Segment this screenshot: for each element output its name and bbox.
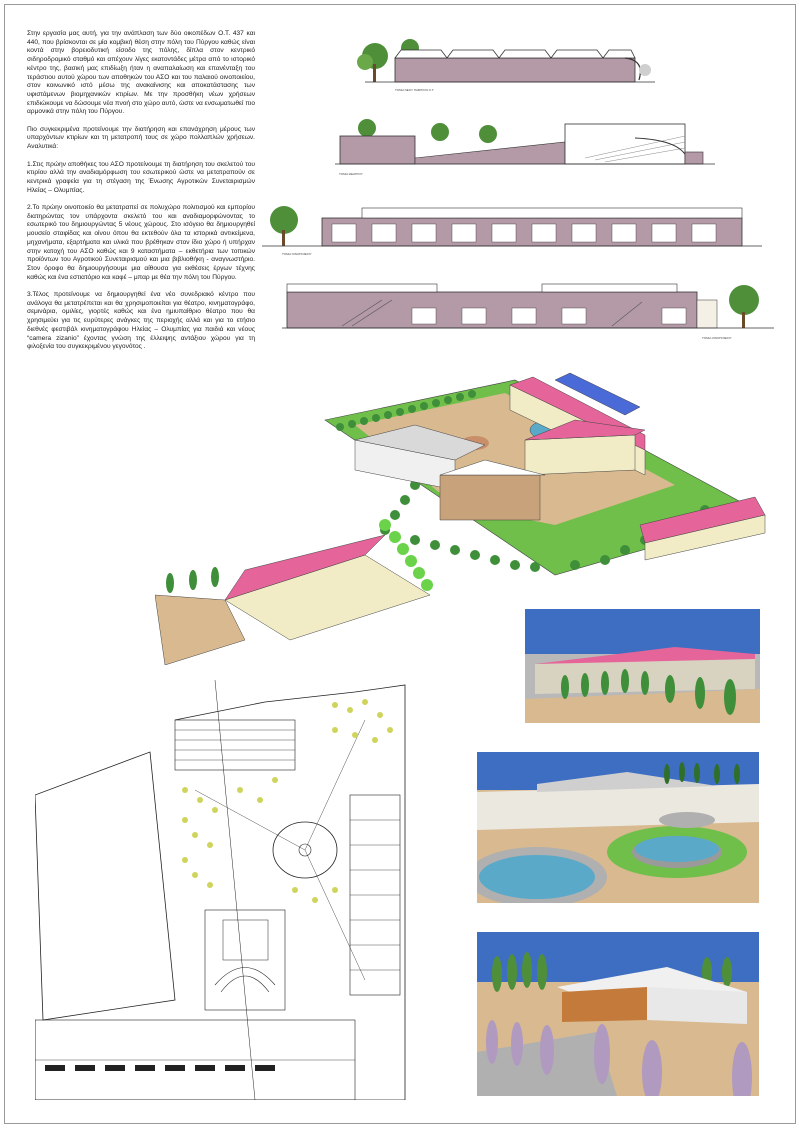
site-plan-drawing — [35, 680, 410, 1100]
svg-text:ΤΟΜΗ ΘΕΑΤΡΟΥ: ΤΟΜΗ ΘΕΑΤΡΟΥ — [339, 172, 363, 176]
svg-text:ΤΟΜΗ ΟΙΝΟΠΟΙΕΙΟΥ: ΤΟΜΗ ΟΙΝΟΠΟΙΕΙΟΥ — [702, 336, 732, 340]
render-view-3 — [477, 932, 759, 1096]
render-view-2 — [477, 752, 759, 903]
section-drawing-1 — [355, 36, 665, 98]
description-text — [27, 30, 255, 361]
section-drawing-4 — [282, 278, 774, 344]
intro-paragraph: Πιο συγκεκριμένα προτείνουμε την διατήρηση και επανάχρηση μέρους των υπαρχόντων κτιρίων και τη μετατροπή τους σε χώρο πολλαπλών χρήσεων. Αναλυτικά: — [27, 125, 255, 151]
section-drawing-3 — [262, 200, 762, 258]
section-drawing-2 — [335, 118, 715, 180]
intro-paragraph: Στην εργασία μας αυτή, για την ανάπλαση των δύο οικοπέδων Ο.Τ. 437 και 440, που βρίσκονται σε μία κομβική θέση στην πόλη του Πύργου καθώς είναι κοντά στην βορειοδυτική είσοδο της πόλης, δίπλα στον κεντρικό σιδηροδρομικό σταθμό και απέχουν λίγες εκατοντάδες μέτρα από το ιστορικό κέντρο της, βασική μας επιδίωξη ήταν η αναπαλαίωση και επανένταξη του τεράστιου αυτού χώρου των αποθηκών του ΑΣΟ και του παλαιού οινοποιείου, στον κοινωνικό ιστό μέσω της ανακαίνισης και αποκατάστασης των υφιστάμενων βιομηχανικών κτιρίων. Με την προσθήκη νέων χρήσεων επιδιώκουμε να δώσουμε νέα πνοή στο χώρο αυτό, ώστε να ενσωματωθεί πιο αρμονικά στην πόλη του Πύργου. — [27, 30, 255, 116]
point-2-paragraph: 2.Το πρώην οινοποιείο θα μετατραπεί σε πολυχώρο πολιτισμού και εμπορίου διατηρώντας τον υπάρχοντα σκελετό του και αναδιαμορφώνοντας το εσωτερικό του δημιουργώντας 5 νέους χώρους. Στο ισόγειο θα δημιουργηθεί μουσείο σταφίδας και οίνου όπου θα εκτεθούν όλα τα ιστορικά αντικείμενα, μηχανήματα, εξαρτήματα και υλικά που βρέθηκαν στον ίδιο χώρο ή υπήρχαν στην κατοχή του ΑΣΟ καθώς και 9 καταστήματα – εκθετήρια των τοπικών προϊόντων του Αγροτικού Συνεταιρισμού και μια βιβλιοθήκη - αναγνωστήριο. Στον όροφο θα δημιουργήσουμε μια αίθουσα για εκθέσεις έργων τέχνης καθώς και ένα εστιατόριο και καφέ – μπαρ με θέα την πόλη του Πύργου. — [27, 204, 255, 281]
svg-text:ΤΟΜΗ ΝΕΟΥ ΠΑΒΙΓΙΟΝ Ο.Τ.: ΤΟΜΗ ΝΕΟΥ ΠΑΒΙΓΙΟΝ Ο.Τ. — [395, 88, 435, 92]
point-3-paragraph: 3.Τέλος προτείνουμε να δημιουργηθεί ένα νέο συνεδριακό κέντρο που ανάλογα θα μετατρέπεται και θα χρησιμοποιείται για θέατρο, κινηματογράφο, σεμινάρια, ομιλίες, γιορτές καθώς και ένα ημιυπαίθριο θέατρο που θα χρησιμεύει για τις ευρύτερες ανάγκες της περιοχής αλλά και για το ετήσιο διεθνές φεστιβάλ κινηματογράφου Ηλείας – Ολυμπίας για παιδιά και νέους “camera zizanio” έχοντας γνώση της έλλειψης αντάξιου χώρου για τη φιλοξενία του συγκεκριμένου γεγονότος . — [27, 291, 255, 351]
svg-text:ΤΟΜΗ ΟΙΝΟΠΟΙΕΙΟΥ: ΤΟΜΗ ΟΙΝΟΠΟΙΕΙΟΥ — [282, 252, 312, 256]
render-view-1 — [525, 609, 760, 723]
point-1-paragraph: 1.Στις πρώην αποθήκες του ΑΣΟ προτείνουμε τη διατήρηση του σκελετού του κτιρίου αλλά την αναδιαμόρφωση του εσωτερικού ώστε να μετατραπούν σε κεντρικά γραφεία για τη στέγαση της Ένωσης Αγροτικών Συνεταιρισμών Ηλείας – Ολυμπίας. — [27, 160, 255, 194]
